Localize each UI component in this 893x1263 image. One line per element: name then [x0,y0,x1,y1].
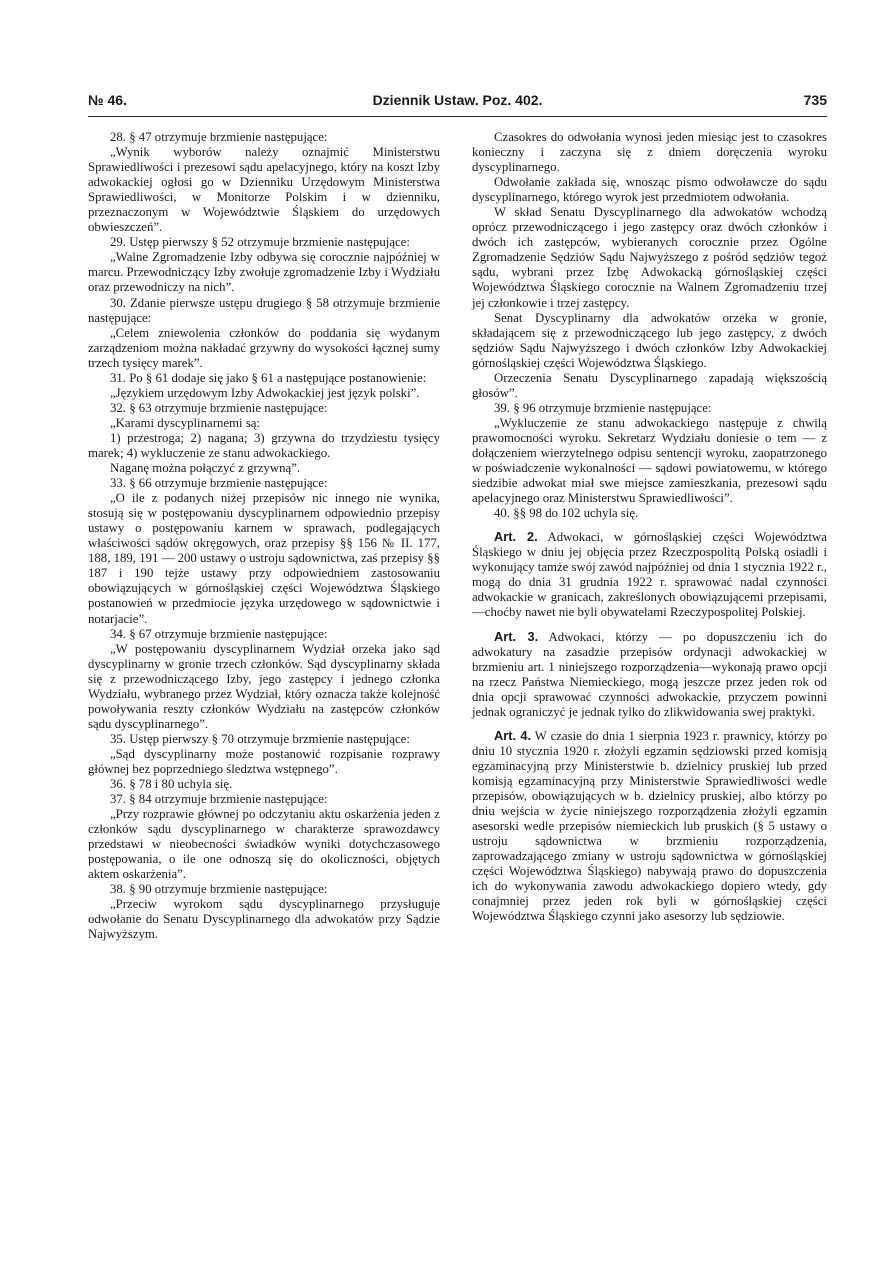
paragraph: 1) przestroga; 2) nagana; 3) grzywna do trzydziestu tysięcy marek; 4) wykluczenie ze stanu adwokackiego. [88,430,440,460]
article-label: Art. 4. [494,727,532,743]
header-rule [88,116,827,117]
paragraph: 35. Ustęp pierwszy § 70 otrzymuje brzmienie następujące: [110,731,410,746]
left-column [88,130,440,943]
paragraph: Czasokres do odwołania wynosi jeden miesiąc jest to czasokres konieczny i zaczyna się z dniem doręczenia wyroku dyscyplinarnego. [472,130,827,175]
paragraph: „W postępowaniu dyscyplinarnem Wydział orzeka jako sąd dyscyplinarny w gronie trzech członków. Sąd dyscyplinarny składa się z przewodniczącego Izby, jego zastępcy i jednego członka Wydziału, wybranego przez Wydział, który oznacza także kolejność powoływania reszty członków Wydziału na zastępców członków sądu dyscyplinarnego”. [88,641,440,731]
article-text: Adwokaci, w górnośląskiej części Województwa Śląskiego w dniu jej objęcia przez Rzeczpospolitą Polską osiadli i wykonujący tamże swój zawód najpóźniej od dnia 1 stycznia 1922 r., mogą do dnia 31 grudnia 1922 r. sprawować nadal czynności adwokackie w granicach, zakreślonych obowiązującemi przepisami,—choćby nawet nie byli obywatelami Rzeczypospolitej Polskiej. [472,530,827,620]
paragraph: 36. § 78 i 80 uchyla się. [110,777,233,792]
article-text: Adwokaci, którzy — po dopuszczeniu ich do adwokatury na zasadzie przepisów ordynacji adwokackiej w brzmieniu art. 1 niniejszego rozporządzenia—wykonają prawo opcji na rzecz Państwa Niemieckiego, mogą jeszcze przez jeden rok od dnia opcji sprawować czynności adwokackie, przyczem powinni jednak ograniczyć je jednak tylko do zlikwidowania swej praktyki. [472,629,827,719]
journal-title: Dziennik Ustaw. Poz. 402. [372,92,543,108]
paragraph: W skład Senatu Dyscyplinarnego dla adwokatów wchodzą oprócz przewodniczącego i jego zastępcy oraz dwóch członków i dwóch ich zastępców, wybieranych corocznie przez Ogólne Zgromadzenie Sędziów Sądu Najwyższego z pośród sędziów tegoż sądu, wybrani przez Izbę Adwokacką górnośląskiej części Województwa Śląskiego corocznie na Walnem Zgromadzeniu trzej jej członkowie i trzej zastępcy. [472,205,827,310]
article-4 [472,728,827,925]
paragraph: Orzeczenia Senatu Dyscyplinarnego zapadają większością głosów”. [472,370,827,400]
paragraph: 34. § 67 otrzymuje brzmienie następujące: [110,626,328,641]
paragraph: 32. § 63 otrzymuje brzmienie następujące: [110,400,328,415]
paragraph: 28. § 47 otrzymuje brzmienie następujące: [110,130,328,144]
paragraph: „Przeciw wyrokom sądu dyscyplinarnego przysługuje odwołanie do Senatu Dyscyplinarnego dla adwokatów przy Sądzie Najwyższym. [88,897,440,942]
paragraph: Senat Dyscyplinarny dla adwokatów orzeka w gronie, składającem się z przewodniczącego lub jego zastępcy, z dwóch sędziów Sądu Najwyższego i dwóch członków Izby Adwokackiej górnośląskiej części Województwa Śląskiego. [472,310,827,370]
article-3 [472,629,827,720]
page-number: 735 [803,92,827,108]
paragraph: 38. § 90 otrzymuje brzmienie następujące: [110,882,328,897]
right-column [472,130,827,924]
paragraph: „Językiem urzędowym Izby Adwokackiej jest język polski”. [110,385,420,400]
paragraph: „O ile z podanych niżej przepisów nic innego nie wynika, stosują się w postępowaniu dyscyplinarnem odpowiednio przepisy ustawy o postępowaniu karnem w sprawach, podlegających właściwości sądów okręgowych, oraz przepisy §§ 156 № II. 177, 188, 189, 191 — 200 ustawy o ustroju sądownictwa, zaś przepisy §§ 187 i 190 tejże ustawy przy odpowiedniem zastosowaniu obowiązujących w górnośląskiej części Województwa Śląskiego postanowień w przedmiocie języka urzędowego w sądownictwie i notarjacie”. [88,491,440,626]
paragraph: „Walne Zgromadzenie Izby odbywa się corocznie najpóźniej w marcu. Przewodniczący Izby zwołuje zgromadzenie Izby i Wydziału oraz przewodniczy na nich”. [88,250,440,295]
paragraph: „Karami dyscyplinarnemi są: [110,415,260,430]
paragraph: Naganę można połączyć z grzywną”. [110,461,301,476]
paragraph: 29. Ustęp pierwszy § 52 otrzymuje brzmienie następujące: [110,235,410,250]
paragraph: „Celem zniewolenia członków do poddania się wydanym zarządzeniom można nakładać grzywny do wysokości łącznej sumy trzech tysięcy marek”. [88,325,440,370]
paragraph: 39. § 96 otrzymuje brzmienie następujące: [494,400,712,415]
paragraph: 30. Zdanie pierwsze ustępu drugiego § 58 otrzymuje brzmienie następujące: [88,295,440,325]
article-text: W czasie do dnia 1 sierpnia 1923 r. prawnicy, którzy po dniu 10 stycznia 1920 r. złożyli egzamin sędziowski przed komisją egzaminacyjną przy Ministerstwie b. dzielnicy pruskiej lub przed komisją egzaminacyjną przy Ministerstwie Sprawiedliwości wedle przepisów, obowiązujących w b. dzielnicy pruskiej, albo którzy po dniu wejścia w życie niniejszego rozporządzenia złożyli egzamin asesorski wedle przepisów niemieckich lub pruskich (§ 5 ustawy o ustroju sądownictwa w brzmieniu rozporządzenia, zaprowadzającego zmiany w ustroju sądownictwa w górnośląskiej części Województwa Śląskiego) nabywają prawo do dopuszczenia ich do wykonywania zawodu adwokackiego dopiero wtedy, gdy conajmniej przez jeden rok byli w górnośląskiej części Województwa Śląskiego czynni jako asesorzy lub sędziowie. [472,728,827,924]
paragraph: „Przy rozprawie głównej po odczytaniu aktu oskarżenia jeden z członków sądu dyscyplinarnego w charakterze sprawozdawcy przedstawi w nieobecności świadków wyniki dotychczasowego postępowania, o ile one odnoszą się do okoliczności, objętych aktem oskarżenia”. [88,807,440,882]
article-label: Art. 2. [494,529,538,545]
page-header [88,92,827,114]
paragraph: „Wynik wyborów należy oznajmić Ministerstwu Sprawiedliwości i prezesowi sądu apelacyjnego, który na koszt Izby adwokackiej ogłosi go w Dzienniku Urzędowym Ministerstwa Sprawiedliwości, w Monitorze Polskim i w dzienniku, przeznaczonym w Województwie Śląskiem do urzędowych obwieszczeń”. [88,145,440,235]
paragraph: 37. § 84 otrzymuje brzmienie następujące: [110,792,328,807]
paragraph: 31. Po § 61 dodaje się jako § 61 a następujące postanowienie: [110,370,427,385]
article-label: Art. 3. [494,628,539,644]
paragraph: 33. § 66 otrzymuje brzmienie następujące: [110,476,328,491]
issue-number: № 46. [88,92,127,108]
paragraph: Odwołanie zakłada się, wnosząc pismo odwoławcze do sądu dyscyplinarnego, którego wyrok jest przedmiotem odwołania. [472,175,827,205]
paragraph: 40. §§ 98 do 102 uchyla się. [494,506,639,521]
article-2 [472,529,827,620]
paragraph: „Sąd dyscyplinarny może postanowić rozpisanie rozprawy głównej bez poprzedniego śledztwa wstępnego”. [88,746,440,776]
paragraph: „Wykluczenie ze stanu adwokackiego następuje z chwilą prawomocności wyroku. Sekretarz Wydziału doniesie o tem — z dołączeniem wierzytelnego odpisu sentencji wyroku, zaopatrzonego w poświadczenie wykonalności — sądowi powiatowemu, w którego siedzibie adwokat miał swe miejsce zamieszkania, prezesowi sądu apelacyjnego oraz Ministerstwu Sprawiedliwości”. [472,415,827,506]
